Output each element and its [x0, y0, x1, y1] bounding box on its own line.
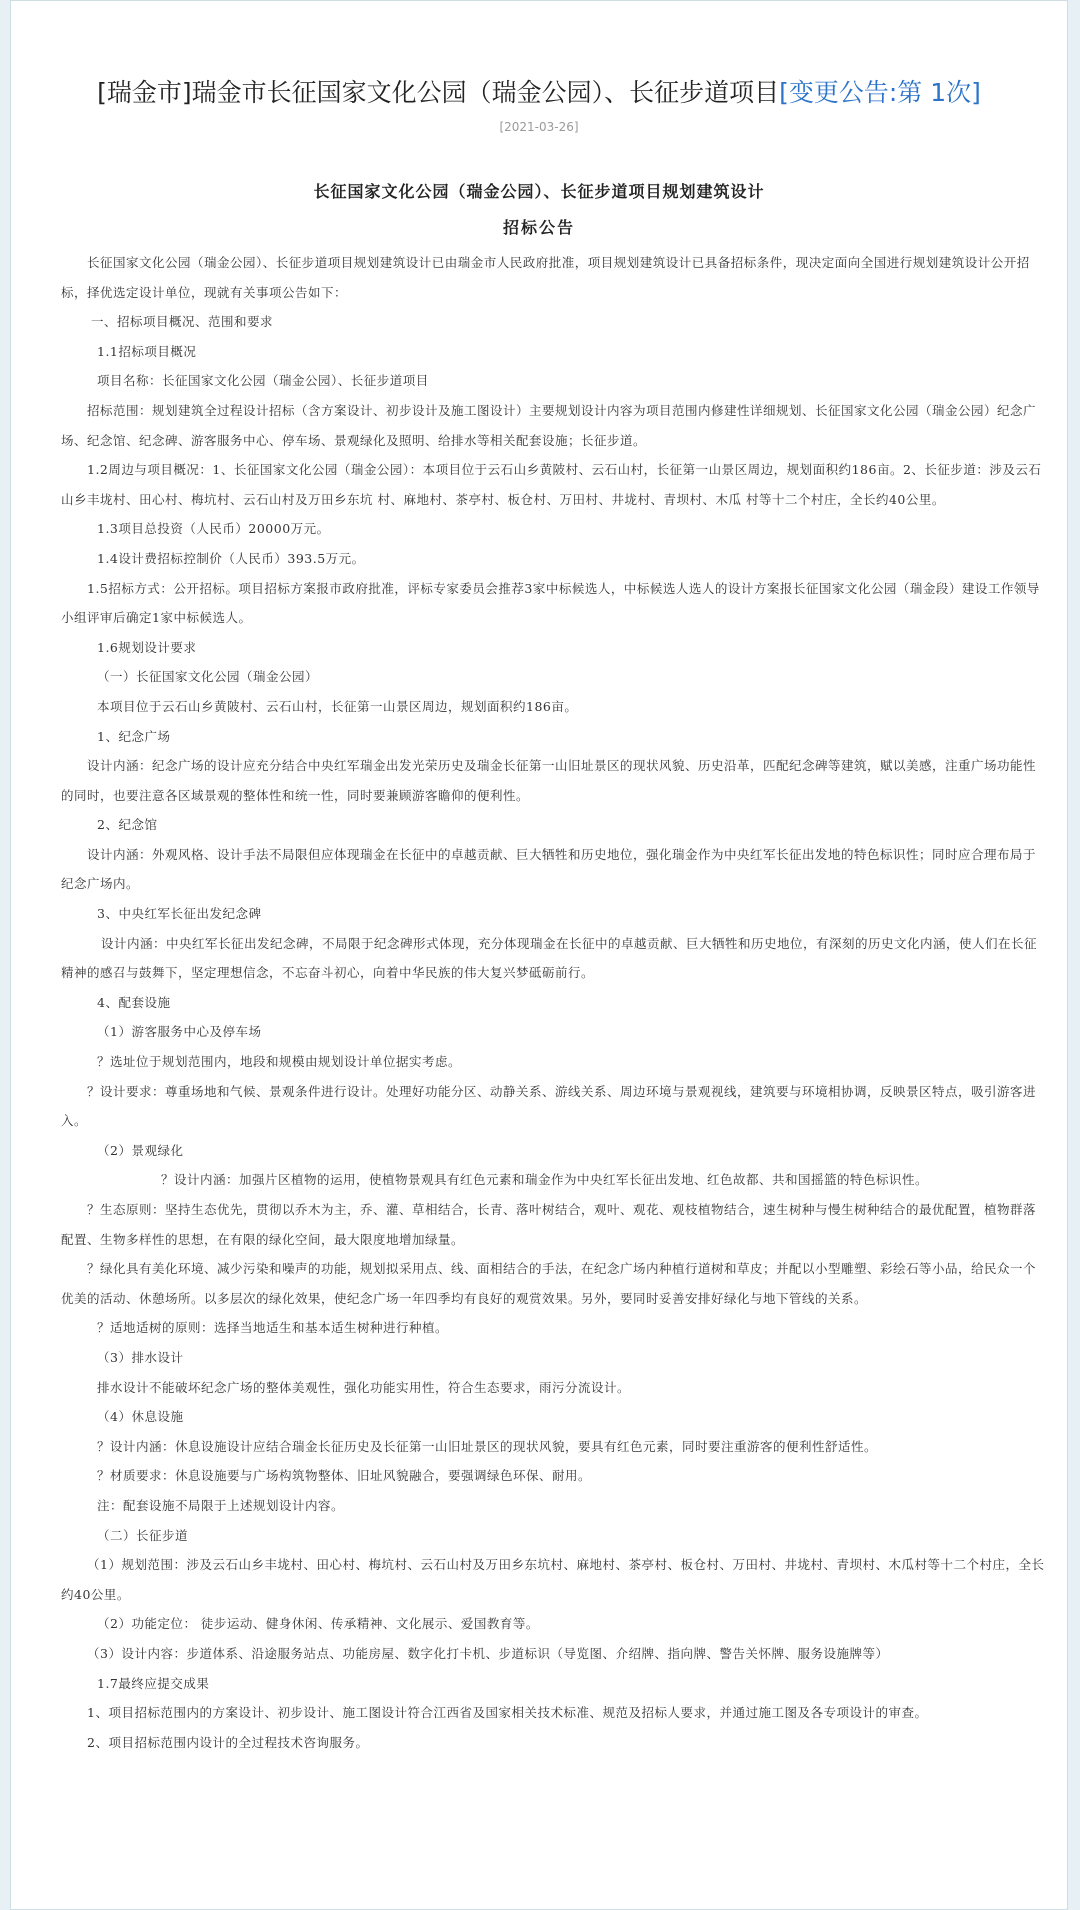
change-notice-link[interactable]: [变更公告:第 1次] — [779, 78, 981, 107]
paragraph: ？适地适树的原则：选择当地适生和基本适生树种进行种植。 — [97, 1320, 449, 1336]
paragraph: 设计内涵：外观风格、设计手法不局限但应体现瑞金在长征中的卓越贡献、巨大牺牲和历史地位，强化瑞金作为中央红军长征出发地的特色标识性；同时应合理布局于纪念广场内。 — [61, 846, 1037, 892]
paragraph: 3、中央红军长征出发纪念碑 — [97, 906, 262, 922]
paragraph: 1.4设计费招标控制价（人民币）393.5万元。 — [97, 550, 365, 566]
paragraph: 1.7最终应提交成果 — [97, 1675, 210, 1691]
title-main: [瑞金市]瑞金市长征国家文化公园（瑞金公园）、长征步道项目 — [97, 78, 780, 107]
page-title — [11, 75, 1067, 111]
content-frame — [10, 0, 1068, 1910]
paragraph: 1、纪念广场 — [97, 728, 171, 744]
paragraph: 1.3项目总投资（人民币）20000万元。 — [97, 521, 330, 537]
paragraph: （2）功能定位： 徒步运动、健身休闲、传承精神、文化展示、爱国教育等。 — [97, 1616, 539, 1632]
paragraph: ？设计要求：尊重场地和气候、景观条件进行设计。处理好功能分区、动静关系、游线关系、周边环境与景观视线，建筑要与环境相协调，反映景区特点，吸引游客进入。 — [61, 1083, 1037, 1129]
paragraph: 排水设计不能破坏纪念广场的整体美观性，强化功能实用性，符合生态要求，雨污分流设计。 — [97, 1379, 631, 1395]
paragraph: 设计内涵：纪念广场的设计应充分结合中央红军瑞金出发光荣历史及瑞金长征第一山旧址景区的现状风貌、历史沿革，匹配纪念碑等建筑，赋以美感，注重广场功能性的同时，也要注意各区域景观的整体性和统一性，同时要兼顾游客瞻仰的便利性。 — [61, 758, 1037, 803]
paragraph: 一、招标项目概况、范围和要求 — [91, 314, 274, 330]
paragraph: 长征国家文化公园（瑞金公园）、长征步道项目规划建筑设计已由瑞金市人民政府批准，项目规划建筑设计已具备招标条件，现决定面向全国进行规划建筑设计公开招标，择优选定设计单位，现就有关事项公告如下： — [61, 255, 1030, 300]
paragraph: 1.5招标方式：公开招标。项目招标方案报市政府批准，评标专家委员会推荐3家中标候选人，中标候选人选人的设计方案报长征国家文化公园（瑞金段）建设工作领导小组评审后确定1家中标候选人。 — [61, 580, 1040, 626]
paragraph: ？设计内涵：加强片区植物的运用，使植物景观具有红色元素和瑞金作为中央红军长征出发地、红色故都、共和国摇篮的特色标识性。 — [161, 1172, 929, 1188]
paragraph: 项目名称：长征国家文化公园（瑞金公园）、长征步道项目 — [97, 373, 429, 389]
document-subtitle: 招标公告 — [502, 218, 575, 237]
publish-date: [2021-03-26] — [499, 120, 579, 134]
paragraph: ？设计内涵：休息设施设计应结合瑞金长征历史及长征第一山旧址景区的现状风貌，要具有红色元素，同时要注重游客的便利性舒适性。 — [97, 1438, 878, 1454]
paragraph: （二）长征步道 — [97, 1527, 189, 1543]
paragraph: 1.6规划设计要求 — [97, 639, 197, 655]
document-body — [61, 248, 1045, 1757]
paragraph: （4）休息设施 — [97, 1409, 184, 1425]
paragraph: （3）设计内容：步道体系、沿途服务站点、功能房屋、数字化打卡机、步道标识（导览图、介绍牌、指向牌、警告关怀牌、服务设施牌等） — [87, 1645, 889, 1661]
paragraph: 1、项目招标范围内的方案设计、初步设计、施工图设计符合江西省及国家相关技术标准、规范及招标人要求，并通过施工图及各专项设计的审查。 — [87, 1705, 928, 1721]
paragraph: （3）排水设计 — [97, 1349, 184, 1365]
paragraph: 2、项目招标范围内设计的全过程技术咨询服务。 — [87, 1734, 369, 1750]
paragraph: （一）长征国家文化公园（瑞金公园） — [97, 669, 319, 685]
paragraph: 1.2周边与项目概况：1、长征国家文化公园（瑞金公园）：本项目位于云石山乡黄陂村、云石山村，长征第一山景区周边，规划面积约186亩。2、长征步道：涉及云石山乡丰垅村、田心村、梅坑村、云石山村及万田乡东坑 村、麻地村、茶亭村、板仓村、万田村、井垅村、青坝村、木瓜 村等十二个村庄，全长约40公里。 — [61, 462, 1042, 507]
paragraph: 1.1招标项目概况 — [97, 343, 197, 359]
paragraph: ？生态原则：坚持生态优先，贯彻以乔木为主，乔、灌、草相结合，长青、落叶树结合，观叶、观花、观枝植物结合，速生树种与慢生树种结合的最优配置，植物群落配置、生物多样性的思想，在有限的绿化空间，最大限度地增加绿量。 — [61, 1202, 1037, 1247]
paragraph: 招标范围：规划建筑全过程设计招标（含方案设计、初步设计及施工图设计）主要规划设计内容为项目范围内修建性详细规划、长征国家文化公园（瑞金公园）纪念广场、纪念馆、纪念碑、游客服务中心、停车场、景观绿化及照明、给排水等相关配套设施；长征步道。 — [61, 402, 1037, 448]
paragraph: 4、配套设施 — [97, 994, 171, 1010]
paragraph: （1）游客服务中心及停车场 — [97, 1024, 262, 1040]
paragraph: 设计内涵：中央红军长征出发纪念碑，不局限于纪念碑形式体现，充分体现瑞金在长征中的卓越贡献、巨大牺牲和历史地位，有深刻的历史文化内涵，使人们在长征精神的感召与鼓舞下，坚定理想信念，不忘奋斗初心，向着中华民族的伟大复兴梦砥砺前行。 — [61, 935, 1038, 981]
paragraph: ？绿化具有美化环境、减少污染和噪声的功能，规划拟采用点、线、面相结合的手法，在纪念广场内种植行道树和草皮；并配以小型雕塑、彩绘石等小品，给民众一个优美的活动、休憩场所。以多层次的绿化效果，使纪念广场一年四季均有良好的观赏效果。另外，要同时妥善安排好绿化与地下管线的关系。 — [61, 1261, 1037, 1306]
document-title: 长征国家文化公园（瑞金公园）、长征步道项目规划建筑设计 — [313, 182, 765, 201]
paragraph: （2）景观绿化 — [97, 1142, 184, 1158]
paragraph: 2、纪念馆 — [97, 817, 158, 833]
paragraph: ？材质要求：休息设施要与广场构筑物整体、旧址风貌融合，要强调绿色环保、耐用。 — [97, 1468, 592, 1484]
paragraph: （1）规划范围：涉及云石山乡丰垅村、田心村、梅坑村、云石山村及万田乡东坑村、麻地村、茶亭村、板仓村、万田村、井垅村、青坝村、木瓜村等十二个村庄，全长约40公里。 — [61, 1557, 1045, 1602]
paragraph: 注：配套设施不局限于上述规划设计内容。 — [97, 1497, 345, 1513]
paragraph: 本项目位于云石山乡黄陂村、云石山村，长征第一山景区周边，规划面积约186亩。 — [97, 698, 578, 714]
paragraph: ？选址位于规划范围内，地段和规模由规划设计单位据实考虑。 — [97, 1054, 462, 1070]
